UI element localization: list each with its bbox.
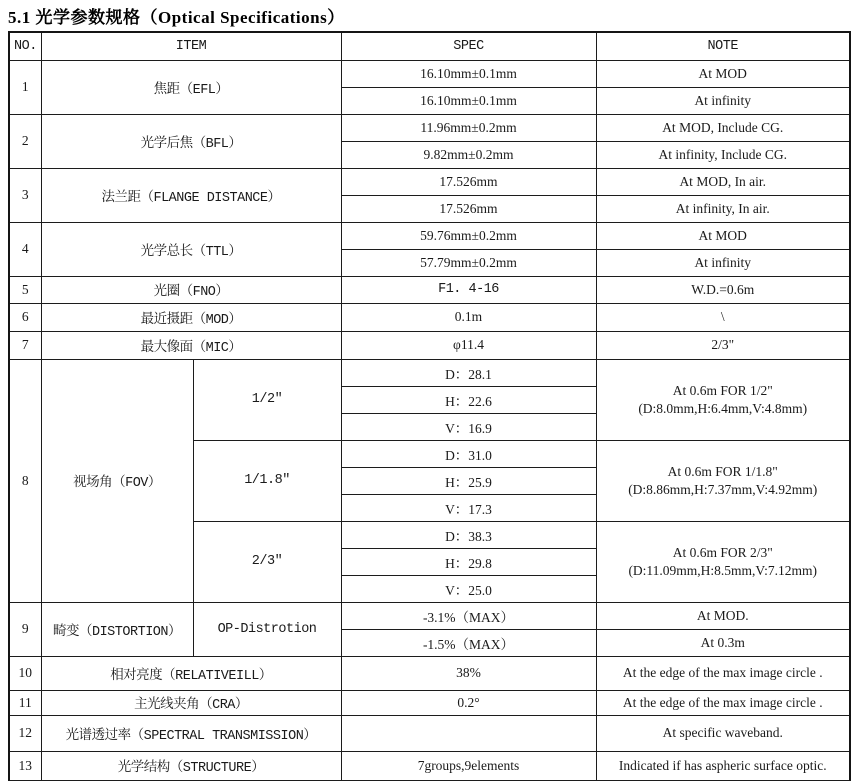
- note-text: At MOD: [596, 222, 850, 249]
- row-number: 9: [9, 602, 41, 656]
- item-label: 光学总长（TTL）: [41, 222, 341, 276]
- row-number: 12: [9, 715, 41, 751]
- optical-spec-table: [8, 31, 851, 781]
- item-label: 光圈（FNO）: [41, 276, 341, 303]
- row-number: 11: [9, 690, 41, 715]
- spec-value: 17.526mm: [341, 168, 596, 195]
- item-label: 法兰距（FLANGE DISTANCE）: [41, 168, 341, 222]
- row-number: 3: [9, 168, 41, 222]
- spec-value: V：17.3: [341, 494, 596, 521]
- item-label: 相对亮度（RELATIVEILL）: [41, 656, 341, 690]
- table-row: [9, 602, 850, 629]
- spec-value: -1.5%（MAX）: [341, 629, 596, 656]
- row-number: 13: [9, 751, 41, 780]
- item-label: 主光线夹角（CRA）: [41, 690, 341, 715]
- table-row: [9, 168, 850, 195]
- note-column-header: NOTE: [596, 32, 850, 60]
- fov-note-line1: At 0.6m FOR 1/1.8": [667, 463, 778, 479]
- spec-value: 59.76mm±0.2mm: [341, 222, 596, 249]
- table-row: [9, 656, 850, 690]
- section-title: 5.1 光学参数规格（Optical Specifications）: [8, 8, 345, 27]
- table-row: [9, 359, 850, 386]
- table-row: [9, 715, 850, 751]
- table-row: [9, 60, 850, 87]
- item-label: 焦距（EFL）: [41, 60, 341, 114]
- row-number: 1: [9, 60, 41, 114]
- fov-note-line1: At 0.6m FOR 1/2": [672, 382, 773, 398]
- table-row: [9, 276, 850, 303]
- item-label: 光谱透过率（SPECTRAL TRANSMISSION）: [41, 715, 341, 751]
- note-text: At MOD, Include CG.: [596, 114, 850, 141]
- item-column-header: ITEM: [41, 32, 341, 60]
- note-text: [596, 440, 850, 521]
- table-row: [9, 114, 850, 141]
- note-text: At infinity, Include CG.: [596, 141, 850, 168]
- spec-value: 38%: [341, 656, 596, 690]
- fov-sensor-size-label: 1/2″: [193, 359, 341, 440]
- item-label: 光学后焦（BFL）: [41, 114, 341, 168]
- row-number: 5: [9, 276, 41, 303]
- spec-value: 7groups,9elements: [341, 751, 596, 780]
- item-label: 畸变（DISTORTION）: [41, 602, 193, 656]
- item-sub-label: OP-Distrotion: [193, 602, 341, 656]
- note-text: Indicated if has aspheric surface optic.: [596, 751, 850, 780]
- item-label: 最大像面（MIC）: [41, 331, 341, 359]
- table-header-row: [9, 32, 850, 60]
- note-text: At 0.3m: [596, 629, 850, 656]
- spec-value: [341, 715, 596, 751]
- row-number: 10: [9, 656, 41, 690]
- note-text: [596, 521, 850, 602]
- spec-value: 0.1m: [341, 303, 596, 331]
- fov-note-line1: At 0.6m FOR 2/3": [672, 544, 773, 560]
- table-row: [9, 751, 850, 780]
- note-text: At MOD.: [596, 602, 850, 629]
- note-text: \: [596, 303, 850, 331]
- spec-value: H：25.9: [341, 467, 596, 494]
- spec-value: 17.526mm: [341, 195, 596, 222]
- row-number: 4: [9, 222, 41, 276]
- spec-value: 0.2°: [341, 690, 596, 715]
- note-text: 2/3": [596, 331, 850, 359]
- spec-value: φ11.4: [341, 331, 596, 359]
- spec-value: H：22.6: [341, 386, 596, 413]
- note-text: At the edge of the max image circle .: [596, 656, 850, 690]
- spec-value: H：29.8: [341, 548, 596, 575]
- spec-value: 16.10mm±0.1mm: [341, 60, 596, 87]
- item-label: 最近摄距（MOD）: [41, 303, 341, 331]
- spec-value: F1. 4-16: [341, 276, 596, 303]
- note-text: At infinity: [596, 249, 850, 276]
- item-label: 视场角（FOV）: [41, 359, 193, 602]
- note-text: At infinity: [596, 87, 850, 114]
- fov-note-line2: (D:8.86mm,H:7.37mm,V:4.92mm): [628, 481, 818, 497]
- fov-note-line2: (D:11.09mm,H:8.5mm,V:7.12mm): [628, 562, 818, 578]
- note-text: At infinity, In air.: [596, 195, 850, 222]
- note-text: At MOD, In air.: [596, 168, 850, 195]
- table-row: [9, 331, 850, 359]
- spec-value: D：28.1: [341, 359, 596, 386]
- row-number: 2: [9, 114, 41, 168]
- spec-value: D：38.3: [341, 521, 596, 548]
- fov-sensor-size-label: 1/1.8″: [193, 440, 341, 521]
- note-text: At MOD: [596, 60, 850, 87]
- row-number: 8: [9, 359, 41, 602]
- spec-column-header: SPEC: [341, 32, 596, 60]
- table-row: [9, 222, 850, 249]
- note-text: [596, 359, 850, 440]
- spec-value: 9.82mm±0.2mm: [341, 141, 596, 168]
- table-row: [9, 303, 850, 331]
- spec-value: 16.10mm±0.1mm: [341, 87, 596, 114]
- spec-value: V：25.0: [341, 575, 596, 602]
- note-text: W.D.=0.6m: [596, 276, 850, 303]
- spec-value: 57.79mm±0.2mm: [341, 249, 596, 276]
- row-number: 7: [9, 331, 41, 359]
- table-row: [9, 690, 850, 715]
- no-column-header: NO.: [9, 32, 41, 60]
- row-number: 6: [9, 303, 41, 331]
- fov-sensor-size-label: 2/3″: [193, 521, 341, 602]
- note-text: At the edge of the max image circle .: [596, 690, 850, 715]
- item-label: 光学结构（STRUCTURE）: [41, 751, 341, 780]
- spec-value: -3.1%（MAX）: [341, 602, 596, 629]
- spec-value: 11.96mm±0.2mm: [341, 114, 596, 141]
- fov-note-line2: (D:8.0mm,H:6.4mm,V:4.8mm): [638, 400, 808, 416]
- note-text: At specific waveband.: [596, 715, 850, 751]
- spec-value: D：31.0: [341, 440, 596, 467]
- spec-value: V：16.9: [341, 413, 596, 440]
